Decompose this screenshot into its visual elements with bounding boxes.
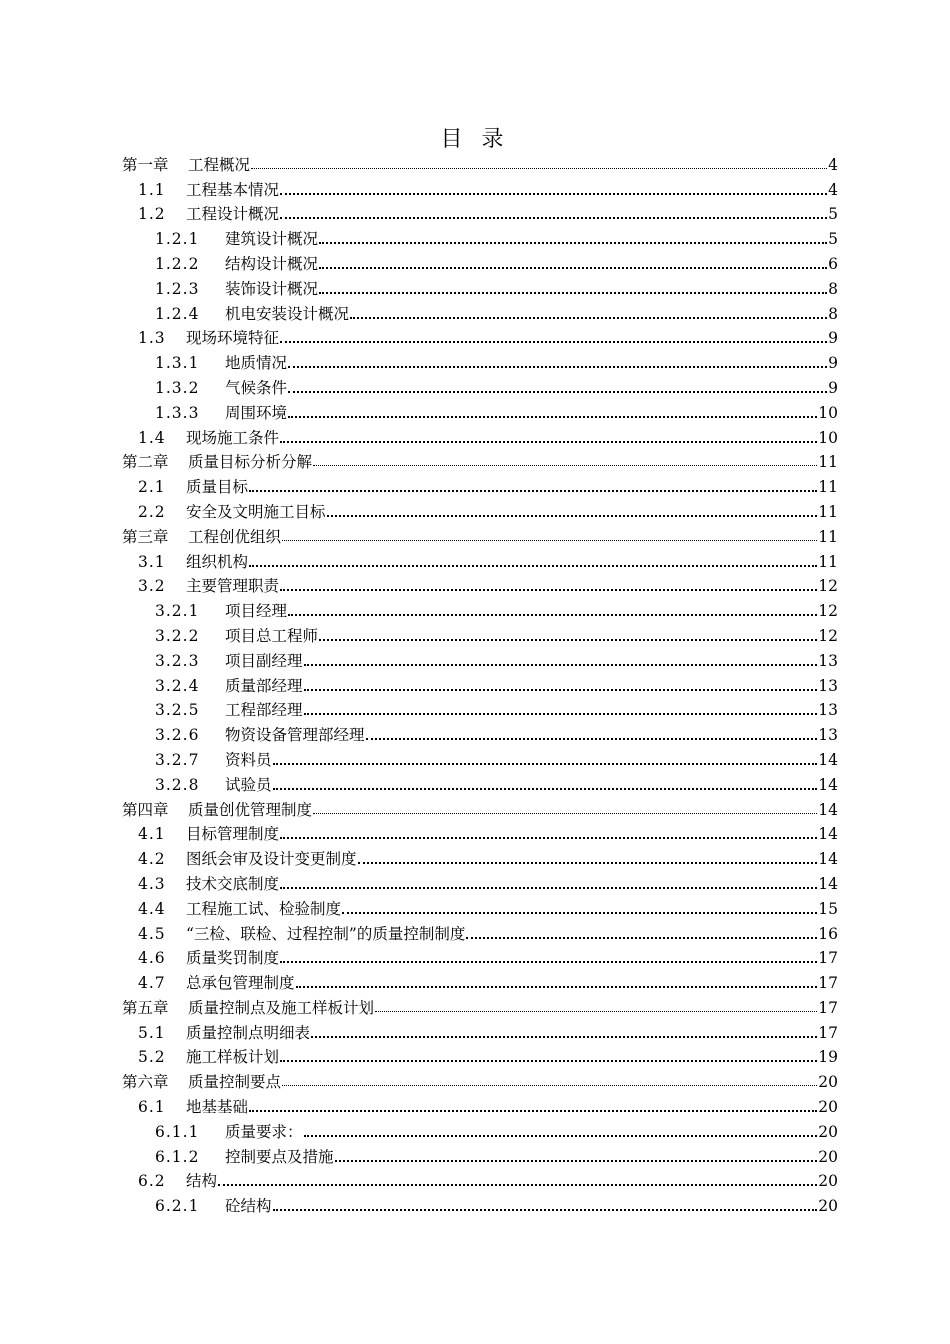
toc-entry[interactable]: [122, 1067, 838, 1092]
dot-leader: [280, 332, 827, 344]
toc-entry-label: 现场施工条件: [186, 428, 280, 447]
toc-entry[interactable]: [122, 324, 838, 349]
toc-entry-page: 17: [818, 974, 838, 993]
toc-entry[interactable]: [122, 1043, 838, 1068]
toc-entry-number: 4.1: [138, 825, 166, 844]
dot-leader: [280, 432, 817, 444]
toc-entry-page: 4: [828, 180, 838, 199]
toc-entry-number: 3.2.5: [155, 701, 200, 720]
toc-entry[interactable]: [122, 249, 838, 274]
toc-entry-number: 第四章: [122, 800, 169, 819]
toc-entry-number: 5.2: [138, 1048, 166, 1067]
toc-entry-page: 8: [828, 304, 838, 323]
dot-leader: [280, 828, 817, 840]
toc-entry-label: 砼结构: [225, 1197, 272, 1216]
dot-leader: [319, 283, 827, 295]
dot-leader: [335, 1151, 818, 1163]
toc-entry-page: 11: [818, 527, 838, 546]
toc-entry-page: 13: [818, 651, 838, 670]
toc-entry[interactable]: [122, 919, 838, 944]
toc-entry-number: 1.2: [138, 205, 166, 224]
table-of-contents: [122, 150, 838, 1216]
toc-entry-label: 工程创优组织: [188, 527, 282, 546]
toc-entry-page: 14: [818, 750, 838, 769]
toc-entry-page: 12: [818, 577, 838, 596]
toc-entry[interactable]: [122, 894, 838, 919]
dot-leader: [288, 407, 817, 419]
dot-leader: [280, 580, 817, 592]
dot-leader: [273, 754, 818, 766]
toc-entry-label: “三检、联检、过程控制”的质量控制制度: [186, 924, 466, 943]
toc-entry-label: 项目总工程师: [225, 626, 319, 645]
dot-leader: [304, 655, 818, 667]
toc-entry-number: 4.2: [138, 850, 166, 869]
toc-entry-label: 建筑设计概况: [225, 230, 319, 249]
toc-entry-label: 施工样板计划: [186, 1048, 280, 1067]
toc-entry-page: 20: [818, 1073, 838, 1092]
toc-entry-page: 14: [818, 825, 838, 844]
toc-entry-label: 项目经理: [225, 602, 288, 621]
dot-leader: [280, 952, 817, 964]
toc-entry-page: 8: [828, 279, 838, 298]
toc-entry-number: 3.2.8: [155, 775, 200, 794]
toc-entry-label: 控制要点及措施: [225, 1147, 334, 1166]
toc-entry-page: 14: [818, 800, 838, 819]
toc-entry[interactable]: [122, 497, 838, 522]
toc-entry-page: 12: [818, 626, 838, 645]
toc-entry[interactable]: [122, 423, 838, 448]
toc-entry[interactable]: [122, 522, 838, 547]
dot-leader: [280, 184, 827, 196]
toc-entry-number: 4.3: [138, 874, 166, 893]
dot-leader: [249, 481, 817, 493]
toc-entry-number: 4.7: [138, 974, 166, 993]
toc-entry[interactable]: [122, 150, 838, 175]
toc-entry-label: 主要管理职责: [186, 577, 280, 596]
toc-entry-label: 图纸会审及设计变更制度: [186, 850, 357, 869]
dot-leader: [327, 506, 818, 518]
dot-leader: [249, 556, 817, 568]
dot-leader: [296, 977, 818, 989]
toc-entry-number: 1.1: [138, 180, 166, 199]
toc-entry[interactable]: [122, 968, 838, 993]
toc-entry-page: 13: [818, 676, 838, 695]
toc-entry-label: 物资设备管理部经理: [225, 726, 365, 745]
toc-entry-label: 工程设计概况: [186, 205, 280, 224]
dot-leader: [280, 208, 827, 220]
toc-entry-label: 总承包管理制度: [186, 974, 295, 993]
dot-leader: [280, 1051, 817, 1063]
dot-leader: [319, 233, 827, 245]
toc-entry-number: 3.2.1: [155, 602, 200, 621]
toc-entry-page: 10: [818, 428, 838, 447]
toc-entry-number: 第三章: [122, 527, 169, 546]
toc-entry-page: 9: [828, 329, 838, 348]
dot-leader: [304, 704, 818, 716]
dot-leader: [288, 382, 827, 394]
toc-entry-label: 地基基础: [186, 1098, 249, 1117]
toc-entry[interactable]: [122, 398, 838, 423]
toc-entry-label: 质量目标分析分解: [188, 453, 313, 472]
toc-entry-page: 17: [818, 949, 838, 968]
toc-entry-label: 气候条件: [225, 378, 288, 397]
toc-entry-number: 3.2.7: [155, 750, 200, 769]
toc-entry-number: 3.2.2: [155, 626, 200, 645]
toc-entry-number: 第一章: [122, 155, 169, 174]
dot-leader: [313, 804, 817, 816]
toc-entry-label: 质量要求：: [225, 1122, 303, 1141]
toc-entry-page: 20: [818, 1122, 838, 1141]
dot-leader: [280, 878, 817, 890]
dot-leader: [466, 928, 817, 940]
toc-entry[interactable]: [122, 770, 838, 795]
toc-entry[interactable]: [122, 348, 838, 373]
dot-leader: [313, 456, 817, 468]
toc-entry-label: 周围环境: [225, 403, 288, 422]
toc-entry-number: 第六章: [122, 1073, 169, 1092]
toc-entry-page: 14: [818, 775, 838, 794]
toc-entry-label: 质量控制点及施工样板计划: [188, 998, 375, 1017]
toc-entry[interactable]: [122, 448, 838, 473]
toc-entry[interactable]: [122, 224, 838, 249]
toc-entry-label: 结构设计概况: [225, 254, 319, 273]
toc-entry-label: 装饰设计概况: [225, 279, 319, 298]
toc-entry-number: 1.2.1: [155, 230, 200, 249]
toc-entry-label: 质量部经理: [225, 676, 303, 695]
toc-entry-page: 13: [818, 726, 838, 745]
toc-entry-number: 4.6: [138, 949, 166, 968]
dot-leader: [288, 605, 817, 617]
toc-entry-page: 20: [818, 1098, 838, 1117]
toc-entry[interactable]: [122, 795, 838, 820]
toc-entry-label: 结构: [186, 1172, 218, 1191]
dot-leader: [342, 903, 817, 915]
toc-entry-label: 技术交底制度: [186, 874, 280, 893]
toc-entry-number: 5.1: [138, 1023, 166, 1042]
toc-entry-label: 工程概况: [188, 155, 251, 174]
toc-entry-label: 项目副经理: [225, 651, 303, 670]
dot-leader: [273, 779, 818, 791]
toc-entry-number: 6.1.1: [155, 1122, 200, 1141]
toc-entry[interactable]: [122, 175, 838, 200]
toc-entry-label: 现场环境特征: [186, 329, 280, 348]
toc-entry[interactable]: [122, 944, 838, 969]
toc-entry-page: 11: [818, 502, 838, 521]
toc-entry-label: 质量目标: [186, 478, 249, 497]
dot-leader: [288, 357, 827, 369]
toc-entry[interactable]: [122, 1117, 838, 1142]
toc-entry-number: 1.3.3: [155, 403, 200, 422]
toc-entry-number: 第五章: [122, 998, 169, 1017]
toc-entry-number: 2.2: [138, 502, 166, 521]
toc-entry-page: 15: [818, 899, 838, 918]
dot-leader: [282, 1076, 817, 1088]
toc-entry-page: 9: [828, 354, 838, 373]
toc-entry-page: 11: [818, 552, 838, 571]
toc-entry-label: 工程施工试、检验制度: [186, 899, 342, 918]
toc-entry-number: 6.1: [138, 1098, 166, 1117]
toc-entry[interactable]: [122, 993, 838, 1018]
toc-entry-label: 质量控制点明细表: [186, 1023, 311, 1042]
toc-entry-page: 20: [818, 1147, 838, 1166]
dot-leader: [319, 258, 827, 270]
toc-entry-label: 地质情况: [225, 354, 288, 373]
toc-entry-page: 14: [818, 850, 838, 869]
dot-leader: [358, 853, 818, 865]
toc-entry-page: 12: [818, 602, 838, 621]
dot-leader: [282, 531, 817, 543]
toc-entry[interactable]: [122, 200, 838, 225]
toc-entry-label: 工程部经理: [225, 701, 303, 720]
dot-leader: [304, 1126, 818, 1138]
dot-leader: [350, 308, 827, 320]
toc-title: 目 录: [440, 127, 510, 152]
dot-leader: [273, 1200, 818, 1212]
toc-entry-page: 20: [818, 1197, 838, 1216]
toc-entry-number: 2.1: [138, 478, 166, 497]
toc-entry[interactable]: [122, 1167, 838, 1192]
toc-entry-page: 11: [818, 478, 838, 497]
toc-entry[interactable]: [122, 373, 838, 398]
toc-entry[interactable]: [122, 869, 838, 894]
toc-entry-page: 19: [818, 1048, 838, 1067]
toc-entry-number: 4.4: [138, 899, 166, 918]
toc-entry-number: 1.4: [138, 428, 166, 447]
toc-entry[interactable]: [122, 472, 838, 497]
toc-entry-page: 16: [818, 924, 838, 943]
toc-entry-number: 1.2.3: [155, 279, 200, 298]
toc-entry[interactable]: [122, 646, 838, 671]
toc-entry[interactable]: [122, 547, 838, 572]
toc-entry-number: 3.2.6: [155, 726, 200, 745]
toc-entry-page: 6: [828, 254, 838, 273]
toc-entry-number: 4.5: [138, 924, 166, 943]
toc-entry-number: 1.3.1: [155, 354, 200, 373]
toc-entry-page: 10: [818, 403, 838, 422]
toc-entry-number: 3.2: [138, 577, 166, 596]
toc-entry-label: 机电安装设计概况: [225, 304, 350, 323]
toc-entry-page: 4: [828, 155, 838, 174]
toc-entry[interactable]: [122, 1018, 838, 1043]
toc-entry-number: 3.2.4: [155, 676, 200, 695]
toc-entry-number: 1.2.4: [155, 304, 200, 323]
toc-entry[interactable]: [122, 696, 838, 721]
toc-entry-page: 9: [828, 378, 838, 397]
dot-leader: [304, 680, 818, 692]
toc-entry[interactable]: [122, 621, 838, 646]
toc-entry-page: 14: [818, 874, 838, 893]
toc-entry-label: 质量奖罚制度: [186, 949, 280, 968]
toc-entry-label: 质量控制要点: [188, 1073, 282, 1092]
toc-entry[interactable]: [122, 1142, 838, 1167]
toc-entry[interactable]: [122, 572, 838, 597]
toc-entry-number: 第二章: [122, 453, 169, 472]
toc-entry-number: 1.3: [138, 329, 166, 348]
toc-entry-page: 17: [818, 1023, 838, 1042]
toc-entry-page: 11: [818, 453, 838, 472]
toc-entry-page: 5: [828, 205, 838, 224]
toc-entry-page: 13: [818, 701, 838, 720]
toc-entry[interactable]: [122, 820, 838, 845]
toc-entry-page: 5: [828, 230, 838, 249]
toc-entry-number: 6.1.2: [155, 1147, 200, 1166]
toc-entry[interactable]: [122, 745, 838, 770]
toc-entry-label: 组织机构: [186, 552, 249, 571]
dot-leader: [249, 1101, 817, 1113]
toc-entry-label: 试验员: [225, 775, 272, 794]
toc-entry[interactable]: [122, 844, 838, 869]
toc-entry[interactable]: [122, 671, 838, 696]
toc-entry-number: 1.3.2: [155, 378, 200, 397]
toc-entry-label: 资料员: [225, 750, 272, 769]
toc-entry-label: 目标管理制度: [186, 825, 280, 844]
toc-entry[interactable]: [122, 1191, 838, 1216]
toc-entry[interactable]: [122, 596, 838, 621]
dot-leader: [218, 1175, 817, 1187]
dot-leader: [311, 1027, 817, 1039]
toc-entry[interactable]: [122, 1092, 838, 1117]
toc-entry[interactable]: [122, 720, 838, 745]
toc-entry-number: 6.2.1: [155, 1197, 200, 1216]
dot-leader: [375, 1002, 817, 1014]
toc-entry-page: 20: [818, 1172, 838, 1191]
toc-entry-page: 17: [818, 998, 838, 1017]
toc-entry-label: 工程基本情况: [186, 180, 280, 199]
toc-entry-number: 3.1: [138, 552, 166, 571]
toc-entry-label: 质量创优管理制度: [188, 800, 313, 819]
dot-leader: [366, 729, 818, 741]
toc-entry[interactable]: [122, 274, 838, 299]
toc-entry-number: 1.2.2: [155, 254, 200, 273]
toc-entry-label: 安全及文明施工目标: [186, 502, 326, 521]
toc-entry-number: 6.2: [138, 1172, 166, 1191]
dot-leader: [251, 159, 827, 171]
toc-entry-number: 3.2.3: [155, 651, 200, 670]
toc-entry[interactable]: [122, 299, 838, 324]
dot-leader: [319, 630, 817, 642]
